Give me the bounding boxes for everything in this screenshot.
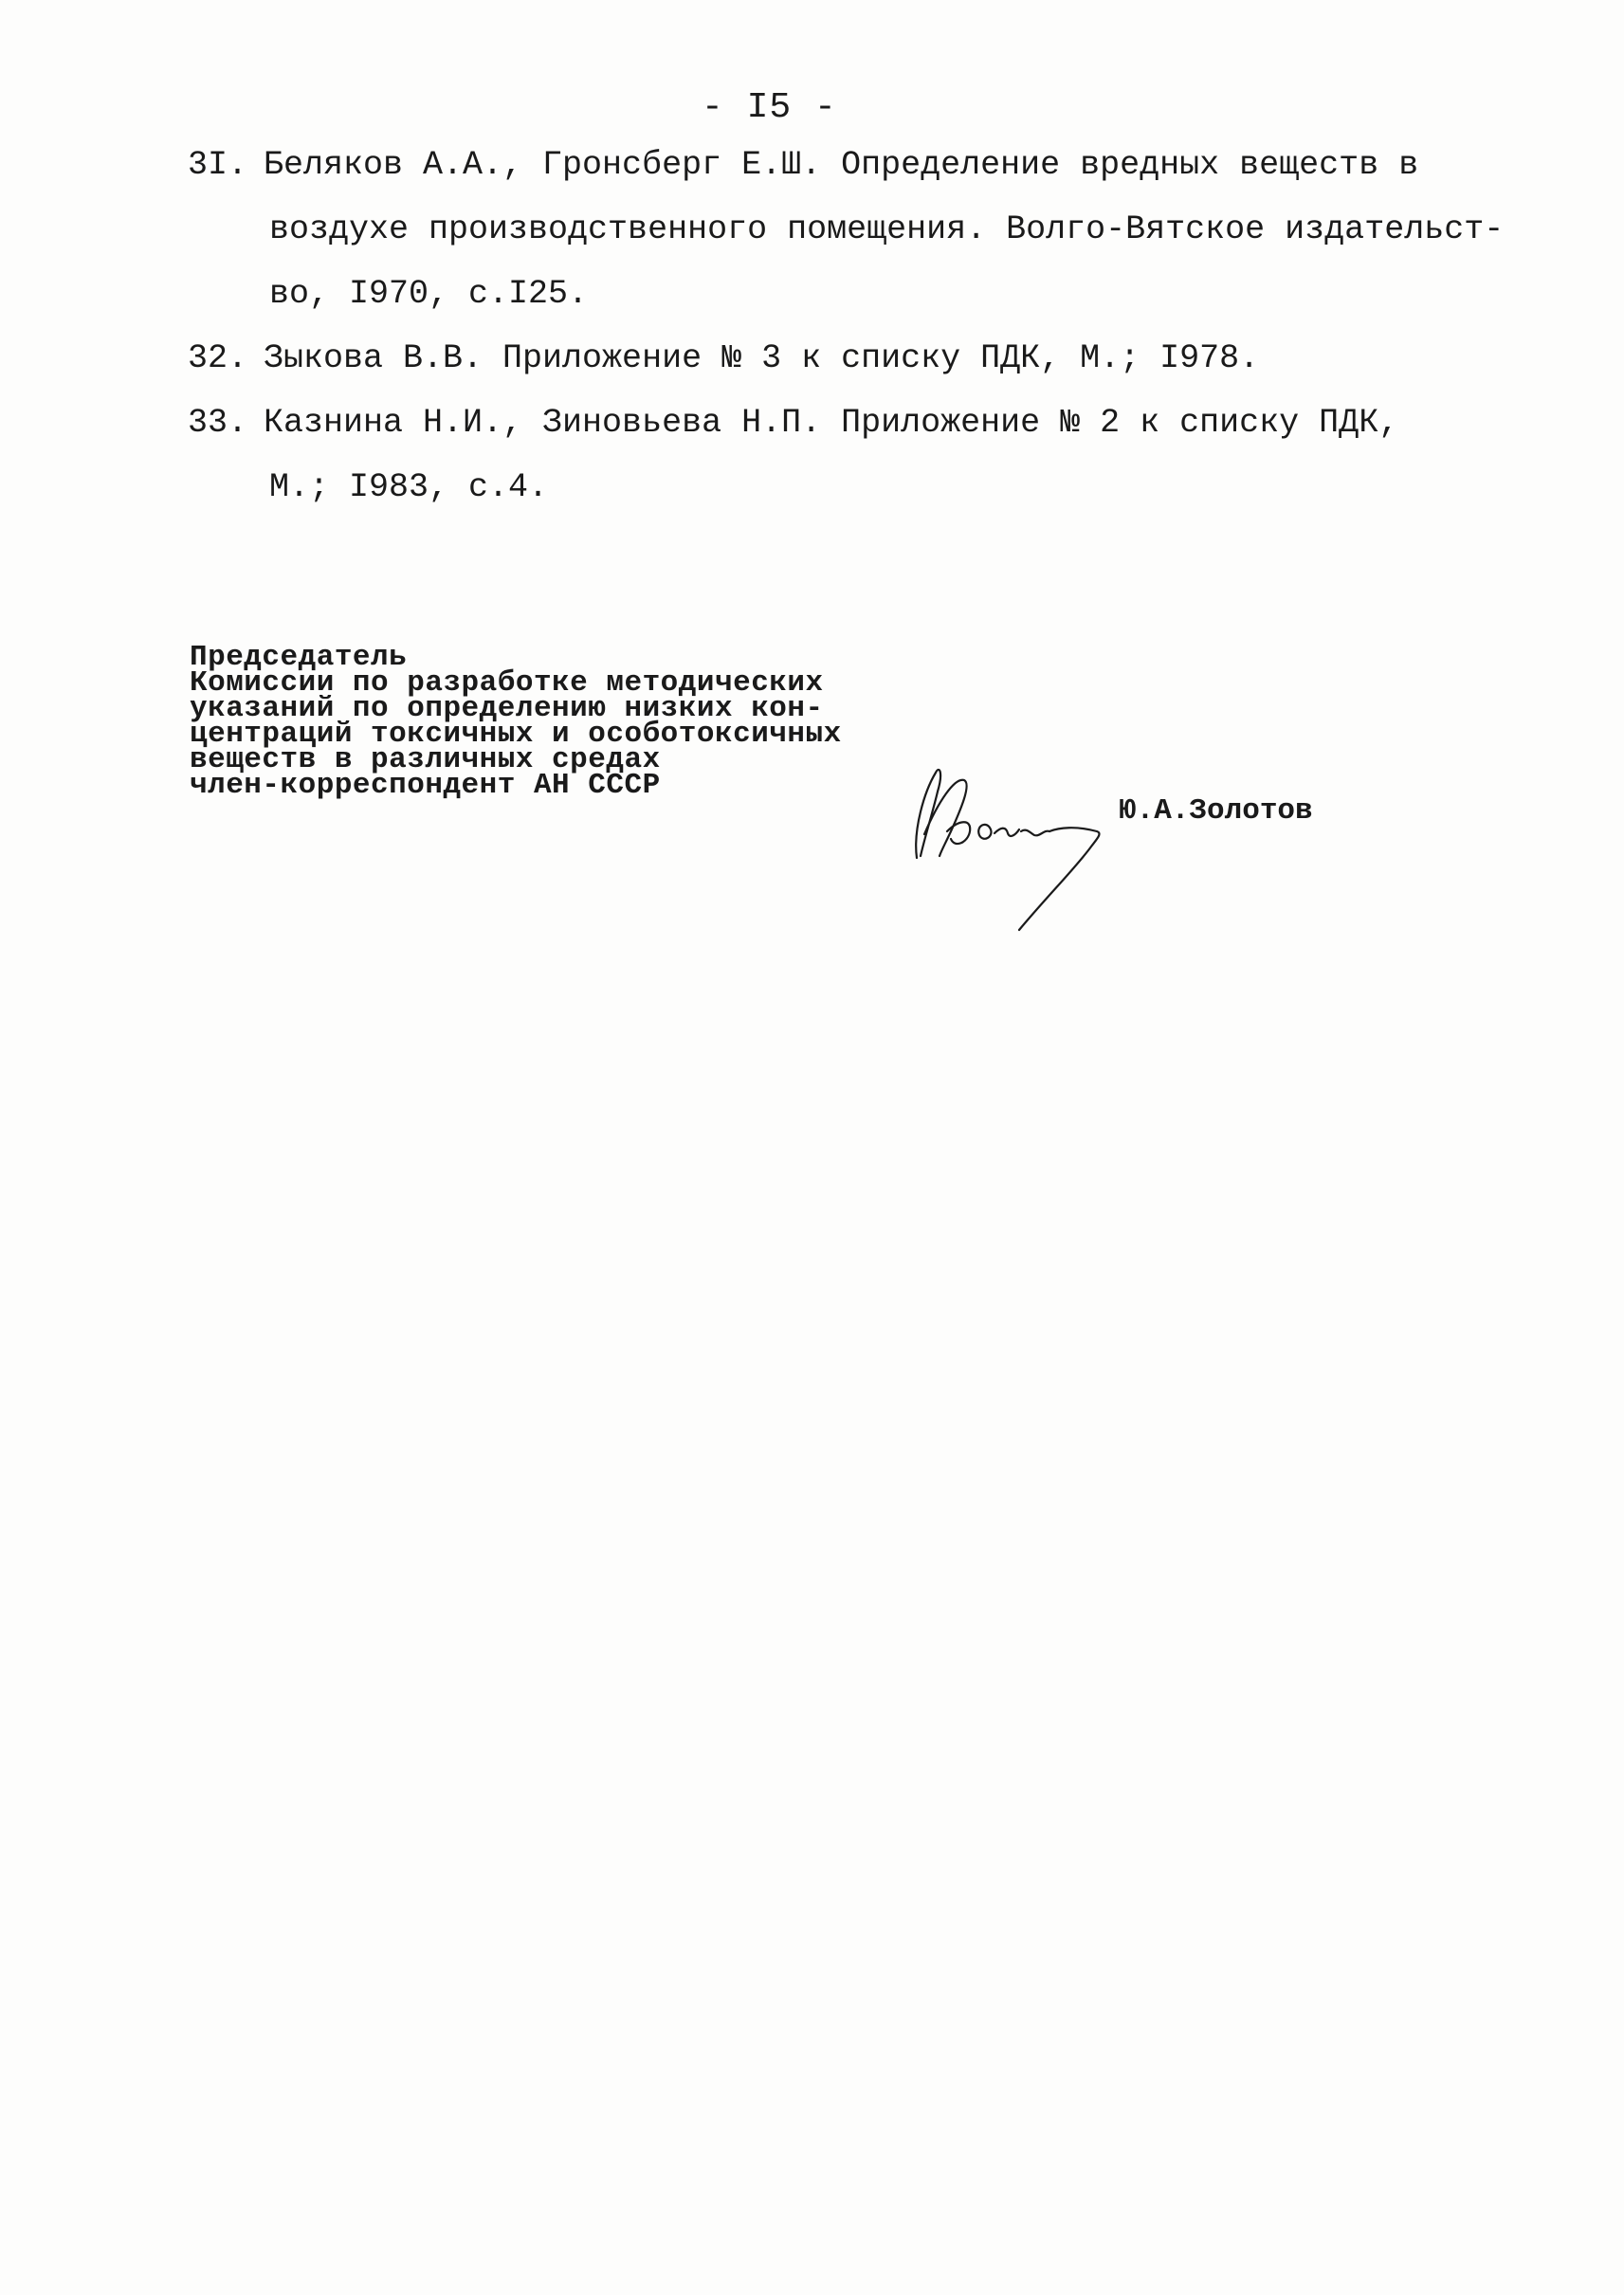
reference-line: воздухе производственного помещения. Волго-Вятское издательст- xyxy=(269,210,1505,248)
title-line: Комиссии по разработке методических xyxy=(190,666,824,700)
title-line: веществ в различных средах xyxy=(190,743,661,776)
reference-line: М.; I983, с.4. xyxy=(269,468,549,506)
reference-list xyxy=(188,133,1515,519)
title-line: указаний по определению низких кон- xyxy=(190,692,824,725)
reference-number: 32. xyxy=(188,339,248,377)
signer-name: Ю.А.Золотов xyxy=(1119,794,1313,828)
reference-item xyxy=(188,326,1515,391)
reference-number: 33. xyxy=(188,404,248,442)
chairman-title-block xyxy=(190,641,929,802)
reference-text xyxy=(188,133,1515,326)
reference-item xyxy=(188,133,1515,326)
reference-text xyxy=(188,391,1515,519)
reference-line: во, I970, с.I25. xyxy=(269,275,589,313)
page-number: - I5 - xyxy=(702,87,837,128)
reference-text xyxy=(188,326,1515,391)
handwritten-signature xyxy=(896,744,1123,934)
reference-line: Зыкова В.В. Приложение № 3 к списку ПДК, М.; I978. xyxy=(264,339,1260,377)
reference-line: Казнина Н.И., Зиновьева Н.П. Приложение № 2 к списку ПДК, xyxy=(264,404,1399,442)
title-line: член-корреспондент АН СССР xyxy=(190,769,661,802)
reference-number: 3I. xyxy=(188,146,248,184)
reference-item xyxy=(188,391,1515,519)
title-line: центраций токсичных и особотоксичных xyxy=(190,718,842,751)
reference-line: Беляков А.А., Гронсберг Е.Ш. Определение вредных веществ в xyxy=(264,146,1419,184)
title-line: Председатель xyxy=(190,641,408,674)
